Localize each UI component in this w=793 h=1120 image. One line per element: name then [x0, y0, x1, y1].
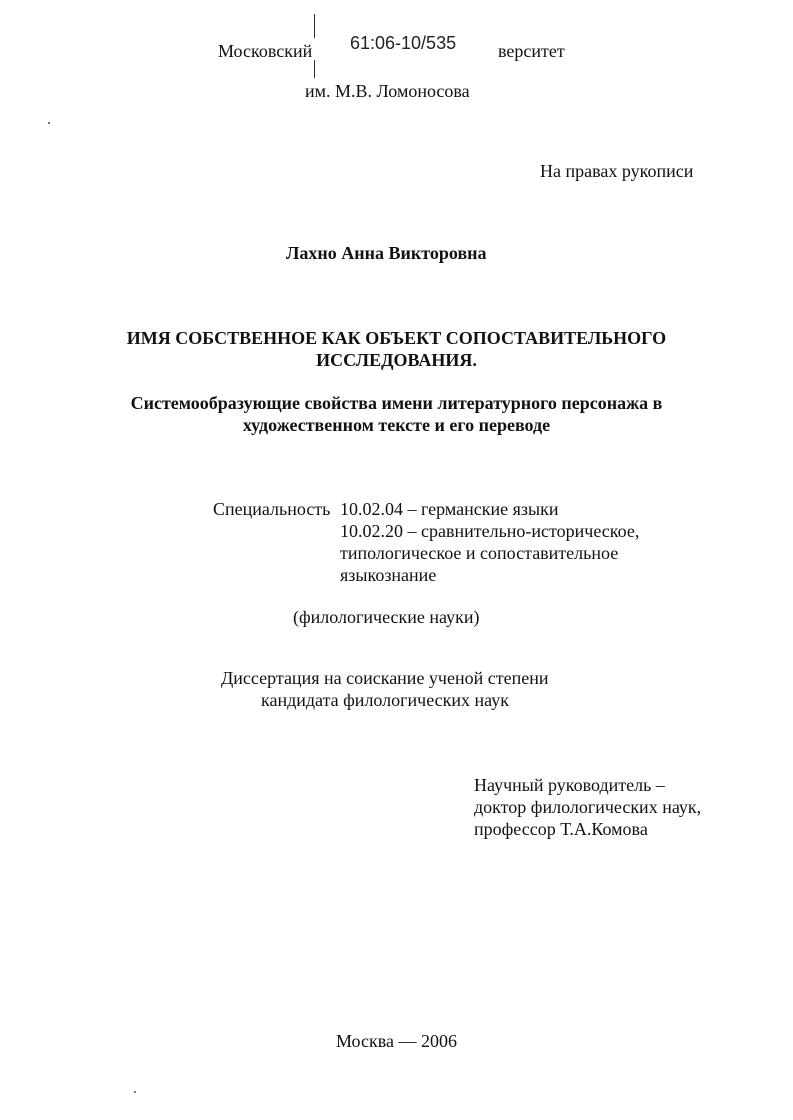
author-name: Лахно Анна Викторовна — [286, 243, 487, 263]
dissertation-title-line2: ИССЛЕДОВАНИЯ. — [316, 350, 477, 370]
dissertation-subtitle-line1: Системообразующие свойства имени литературного персонажа в — [130, 393, 663, 413]
library-stamp-code: 61:06-10/535 — [350, 33, 457, 53]
scan-speck — [48, 122, 50, 124]
specialty-line4: языкознание — [340, 565, 437, 585]
specialty-line1: 10.02.04 – германские языки — [340, 499, 559, 519]
university-full-name: им. М.В. Ломоносова — [305, 81, 470, 101]
dissertation-title-line1: ИМЯ СОБСТВЕННОЕ КАК ОБЪЕКТ СОПОСТАВИТЕЛЬНОГО — [126, 328, 667, 348]
manuscript-rights-note: На правах рукописи — [540, 161, 694, 181]
specialty-line3: типологическое и сопоставительное — [340, 543, 619, 563]
stamp-mark-top — [314, 14, 315, 38]
dissertation-subtitle-line2: художественном тексте и его переводе — [242, 415, 551, 435]
degree-line2: кандидата филологических наук — [261, 690, 509, 710]
science-field: (филологические науки) — [293, 607, 480, 627]
scan-speck — [134, 1091, 136, 1093]
advisor-line2: доктор филологических наук, — [474, 797, 702, 817]
advisor-line3: профессор Т.А.Комова — [474, 819, 648, 839]
specialty-line2: 10.02.20 – сравнительно-историческое, — [340, 521, 640, 541]
degree-line1: Диссертация на соискание ученой степени — [221, 668, 549, 688]
advisor-line1: Научный руководитель – — [474, 775, 665, 795]
city-year: Москва — 2006 — [336, 1031, 457, 1051]
specialty-label: Специальность — [213, 499, 331, 519]
university-name-right: верситет — [498, 41, 565, 61]
stamp-mark-bottom — [314, 60, 315, 78]
university-name-left: Московский — [218, 41, 313, 61]
